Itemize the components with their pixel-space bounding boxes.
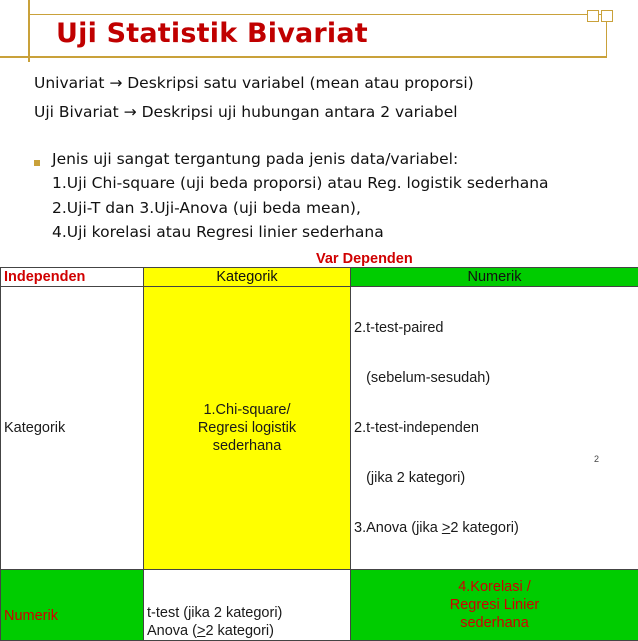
greater-equal-symbol: > — [442, 520, 450, 536]
frame-top-line — [28, 14, 606, 15]
univariat-line: Univariat → Deskripsi satu variabel (mean atau proporsi) — [34, 74, 474, 92]
cell-numerik-kategorik — [144, 570, 351, 641]
cell-line: Regresi Linier — [354, 596, 635, 614]
anova-text-post: 2 kategori) — [450, 520, 519, 536]
bullet-square-icon — [34, 160, 40, 166]
cell-line: 4.Korelasi / — [354, 578, 635, 596]
cell-line: sederhana — [354, 614, 635, 632]
greater-equal-symbol: > — [197, 623, 205, 639]
decor-square-right — [601, 10, 613, 22]
anova-text-post: 2 kategori) — [205, 623, 274, 639]
list-item-3: 4.Uji korelasi atau Regresi linier sederhana — [52, 223, 384, 241]
table-row-numerik — [1, 570, 638, 641]
decor-square-left — [587, 10, 599, 22]
frame-horizontal-line — [0, 56, 606, 58]
bivariate-test-table — [0, 267, 638, 641]
bivariat-line: Uji Bivariat → Deskripsi uji hubungan antara 2 variabel — [34, 103, 458, 121]
header-kategorik: Kategorik — [144, 268, 351, 287]
cell-line: Regresi logistik — [147, 419, 347, 437]
cell-line: (jika 2 kategori) — [354, 469, 635, 487]
cell-line — [147, 622, 347, 640]
var-dependen-label: Var Dependen — [316, 251, 413, 267]
header-independen: Independen — [1, 268, 144, 287]
row-label-numerik: Numerik — [1, 570, 144, 641]
cell-kategorik-numerik — [351, 287, 638, 570]
anova-text-pre: 3.Anova (jika — [354, 520, 442, 536]
row-label-kategorik: Kategorik — [1, 287, 144, 570]
header-numerik: Numerik — [351, 268, 638, 287]
table-row-kategorik — [1, 287, 638, 570]
anova-text-pre: Anova ( — [147, 623, 197, 639]
cell-line: 1.Chi-square/ — [147, 401, 347, 419]
cell-line: (sebelum-sesudah) — [354, 369, 635, 387]
frame-vertical-line — [28, 0, 30, 62]
slide-title: Uji Statistik Bivariat — [56, 18, 368, 49]
cell-kategorik-kategorik — [144, 287, 351, 570]
cell-numerik-numerik — [351, 570, 638, 641]
list-item-2: 2.Uji-T dan 3.Uji-Anova (uji beda mean), — [52, 199, 361, 217]
cell-line: sederhana — [147, 437, 347, 455]
page-number: 2 — [594, 454, 599, 464]
cell-line — [354, 519, 635, 537]
cell-line: t-test (jika 2 kategori) — [147, 604, 347, 622]
list-item-1: 1.Uji Chi-square (uji beda proporsi) atau Reg. logistik sederhana — [52, 174, 549, 192]
table-header-row — [1, 268, 638, 287]
cell-line: 2.t-test-paired — [354, 319, 635, 337]
bullet-intro: Jenis uji sangat tergantung pada jenis data/variabel: — [52, 150, 458, 168]
cell-line: 2.t-test-independen — [354, 419, 635, 437]
